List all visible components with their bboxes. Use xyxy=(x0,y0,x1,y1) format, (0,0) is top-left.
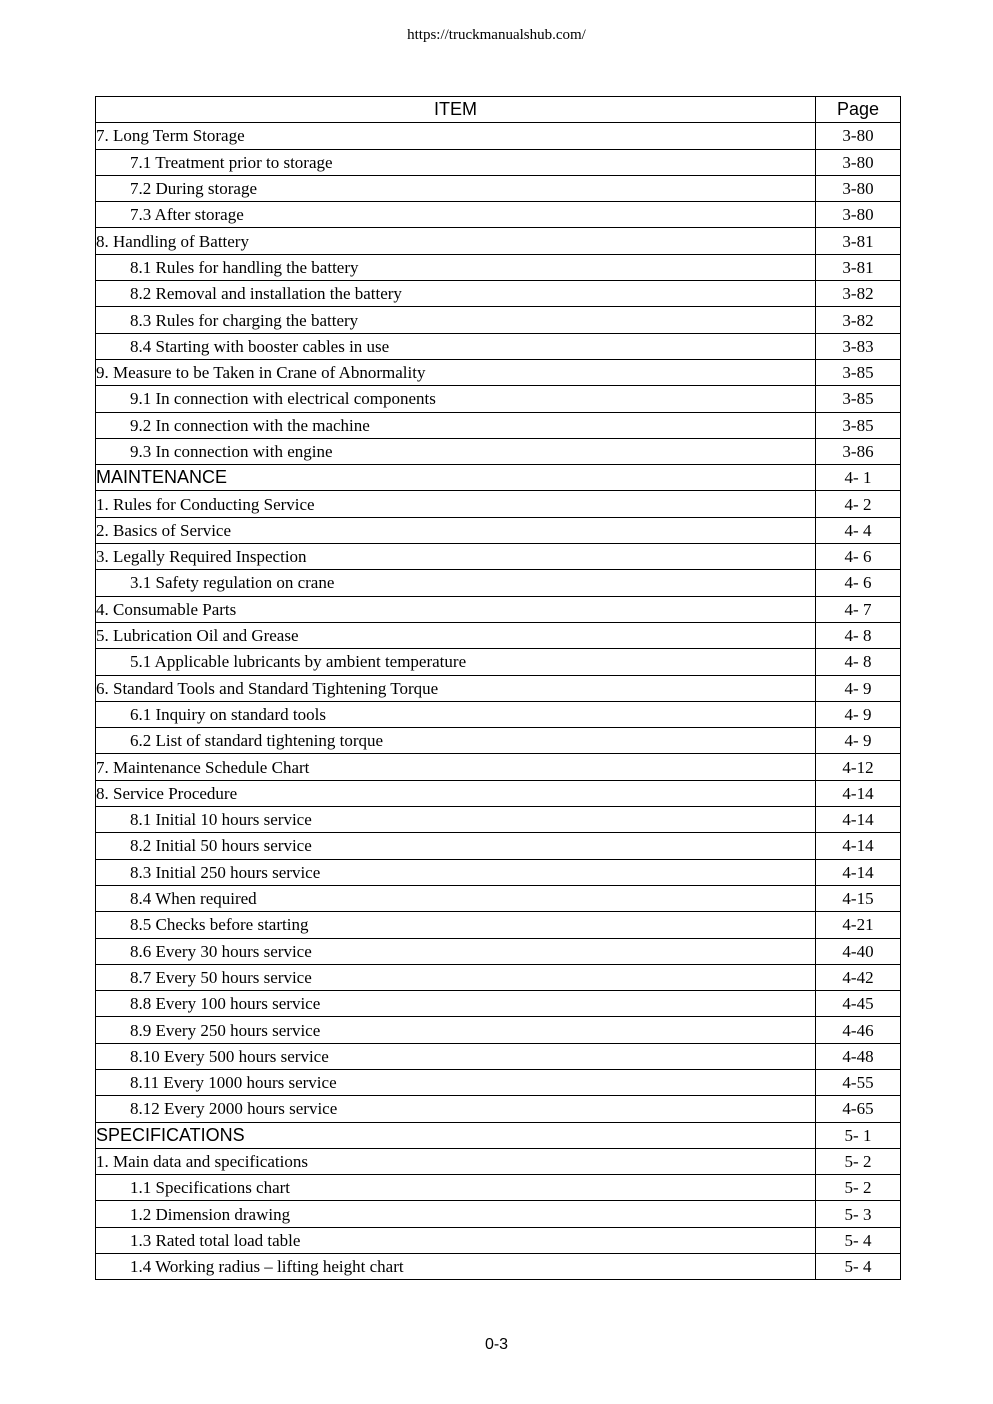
table-row xyxy=(96,1017,901,1043)
table-of-contents xyxy=(95,96,901,1280)
toc-entry-page: 3-86 xyxy=(816,438,901,464)
toc-entry-page: 4-55 xyxy=(816,1069,901,1095)
toc-entry-page: 4-21 xyxy=(816,912,901,938)
table-row xyxy=(96,780,901,806)
toc-entry-title: 8. Service Procedure xyxy=(96,780,816,806)
toc-entry-title: 8.1 Initial 10 hours service xyxy=(96,807,816,833)
item-column-header: ITEM xyxy=(96,97,816,123)
toc-entry-title: 8.5 Checks before starting xyxy=(96,912,816,938)
table-row xyxy=(96,622,901,648)
toc-entry-title: 2. Basics of Service xyxy=(96,517,816,543)
toc-entry-title: 7.1 Treatment prior to storage xyxy=(96,149,816,175)
toc-entry-page: 4-14 xyxy=(816,833,901,859)
toc-entry-page: 3-81 xyxy=(816,254,901,280)
table-row xyxy=(96,544,901,570)
toc-entry-title: 8.8 Every 100 hours service xyxy=(96,991,816,1017)
toc-entry-page: 4- 9 xyxy=(816,728,901,754)
toc-entry-title: 8.4 Starting with booster cables in use xyxy=(96,333,816,359)
toc-entry-page: 4- 8 xyxy=(816,622,901,648)
toc-entry-title: 8.2 Removal and installation the battery xyxy=(96,281,816,307)
table-row xyxy=(96,1043,901,1069)
toc-entry-page: 4-12 xyxy=(816,754,901,780)
toc-entry-title: 6.2 List of standard tightening torque xyxy=(96,728,816,754)
toc-entry-title: 6.1 Inquiry on standard tools xyxy=(96,701,816,727)
toc-entry-page: 3-81 xyxy=(816,228,901,254)
table-row xyxy=(96,465,901,491)
toc-entry-page: 4- 1 xyxy=(816,465,901,491)
table-row xyxy=(96,885,901,911)
table-row xyxy=(96,202,901,228)
toc-entry-title: 9.2 In connection with the machine xyxy=(96,412,816,438)
table-row xyxy=(96,754,901,780)
toc-entry-page: 3-80 xyxy=(816,175,901,201)
toc-entry-title: 7. Long Term Storage xyxy=(96,123,816,149)
toc-entry-title: 7. Maintenance Schedule Chart xyxy=(96,754,816,780)
header-url: https://truckmanualshub.com/ xyxy=(407,27,586,43)
toc-entry-page: 3-85 xyxy=(816,412,901,438)
toc-entry-title: 8.10 Every 500 hours service xyxy=(96,1043,816,1069)
toc-entry-title: 3. Legally Required Inspection xyxy=(96,544,816,570)
section-heading: SPECIFICATIONS xyxy=(96,1122,816,1148)
toc-entry-title: 1.4 Working radius – lifting height chart xyxy=(96,1254,816,1280)
table-row xyxy=(96,596,901,622)
table-row xyxy=(96,728,901,754)
toc-entry-title: 8.1 Rules for handling the battery xyxy=(96,254,816,280)
toc-entry-page: 4-65 xyxy=(816,1096,901,1122)
toc-entry-title: 8.2 Initial 50 hours service xyxy=(96,833,816,859)
table-row xyxy=(96,333,901,359)
toc-entry-page: 4-14 xyxy=(816,859,901,885)
toc-entry-page: 3-80 xyxy=(816,202,901,228)
table-row xyxy=(96,491,901,517)
table-row xyxy=(96,123,901,149)
toc-entry-title: 8.3 Initial 250 hours service xyxy=(96,859,816,885)
toc-entry-page: 4-14 xyxy=(816,780,901,806)
table-row xyxy=(96,412,901,438)
toc-entry-title: 4. Consumable Parts xyxy=(96,596,816,622)
toc-entry-page: 4- 8 xyxy=(816,649,901,675)
toc-entry-page: 4-14 xyxy=(816,807,901,833)
table-row xyxy=(96,359,901,385)
toc-entry-title: 9.1 In connection with electrical components xyxy=(96,386,816,412)
table-row xyxy=(96,307,901,333)
table-row xyxy=(96,859,901,885)
toc-entry-title: 5. Lubrication Oil and Grease xyxy=(96,622,816,648)
toc-entry-title: 8.4 When required xyxy=(96,885,816,911)
table-row xyxy=(96,1175,901,1201)
table-row xyxy=(96,938,901,964)
toc-entry-title: 3.1 Safety regulation on crane xyxy=(96,570,816,596)
toc-entry-page: 5- 1 xyxy=(816,1122,901,1148)
toc-entry-title: 1. Rules for Conducting Service xyxy=(96,491,816,517)
table-row xyxy=(96,649,901,675)
toc-entry-page: 3-82 xyxy=(816,307,901,333)
toc-entry-page: 4- 6 xyxy=(816,570,901,596)
toc-entry-page: 5- 4 xyxy=(816,1227,901,1253)
toc-entry-page: 3-85 xyxy=(816,359,901,385)
page-column-header: Page xyxy=(816,97,901,123)
table-row xyxy=(96,701,901,727)
table-row xyxy=(96,438,901,464)
table-row xyxy=(96,570,901,596)
table-row xyxy=(96,912,901,938)
toc-entry-page: 4-45 xyxy=(816,991,901,1017)
table-row xyxy=(96,807,901,833)
section-heading: MAINTENANCE xyxy=(96,465,816,491)
toc-entry-page: 4-15 xyxy=(816,885,901,911)
toc-entry-page: 5- 3 xyxy=(816,1201,901,1227)
table-row xyxy=(96,1096,901,1122)
toc-entry-title: 7.2 During storage xyxy=(96,175,816,201)
toc-entry-title: 7.3 After storage xyxy=(96,202,816,228)
table-row xyxy=(96,149,901,175)
toc-entry-page: 4- 4 xyxy=(816,517,901,543)
toc-entry-page: 4-48 xyxy=(816,1043,901,1069)
toc-entry-page: 3-80 xyxy=(816,149,901,175)
table-row xyxy=(96,964,901,990)
toc-entry-page: 4-42 xyxy=(816,964,901,990)
table-row xyxy=(96,1148,901,1174)
toc-entry-page: 5- 2 xyxy=(816,1148,901,1174)
table-row xyxy=(96,991,901,1017)
toc-entry-page: 5- 2 xyxy=(816,1175,901,1201)
table-header-row xyxy=(96,97,901,123)
toc-entry-title: 8.9 Every 250 hours service xyxy=(96,1017,816,1043)
table-row xyxy=(96,1069,901,1095)
toc-entry-page: 4-46 xyxy=(816,1017,901,1043)
toc-entry-title: 8. Handling of Battery xyxy=(96,228,816,254)
table-row xyxy=(96,1254,901,1280)
toc-entry-page: 4- 9 xyxy=(816,675,901,701)
toc-entry-title: 1.1 Specifications chart xyxy=(96,1175,816,1201)
toc-entry-title: 1.2 Dimension drawing xyxy=(96,1201,816,1227)
toc-entry-title: 1. Main data and specifications xyxy=(96,1148,816,1174)
toc-entry-title: 5.1 Applicable lubricants by ambient temperature xyxy=(96,649,816,675)
toc-entry-title: 9. Measure to be Taken in Crane of Abnormality xyxy=(96,359,816,385)
table-row xyxy=(96,281,901,307)
toc-entry-title: 8.7 Every 50 hours service xyxy=(96,964,816,990)
toc-entry-page: 4- 9 xyxy=(816,701,901,727)
toc-entry-page: 4- 2 xyxy=(816,491,901,517)
toc-entry-title: 8.6 Every 30 hours service xyxy=(96,938,816,964)
table-row xyxy=(96,1122,901,1148)
toc-entry-page: 3-83 xyxy=(816,333,901,359)
table-row xyxy=(96,517,901,543)
table-row xyxy=(96,254,901,280)
table-row xyxy=(96,1201,901,1227)
toc-entry-page: 4-40 xyxy=(816,938,901,964)
toc-entry-page: 3-85 xyxy=(816,386,901,412)
table-row xyxy=(96,833,901,859)
toc-entry-page: 4- 7 xyxy=(816,596,901,622)
toc-entry-title: 1.3 Rated total load table xyxy=(96,1227,816,1253)
toc-entry-page: 4- 6 xyxy=(816,544,901,570)
table-row xyxy=(96,175,901,201)
page-number: 0-3 xyxy=(484,1336,509,1353)
toc-entry-title: 6. Standard Tools and Standard Tightening Torque xyxy=(96,675,816,701)
toc-entry-page: 3-80 xyxy=(816,123,901,149)
table-row xyxy=(96,675,901,701)
toc-entry-page: 5- 4 xyxy=(816,1254,901,1280)
table-row xyxy=(96,386,901,412)
table-row xyxy=(96,1227,901,1253)
toc-entry-title: 8.12 Every 2000 hours service xyxy=(96,1096,816,1122)
toc-entry-title: 8.11 Every 1000 hours service xyxy=(96,1069,816,1095)
toc-entry-title: 9.3 In connection with engine xyxy=(96,438,816,464)
table-row xyxy=(96,228,901,254)
table-body xyxy=(96,123,901,1280)
toc-entry-title: 8.3 Rules for charging the battery xyxy=(96,307,816,333)
toc-entry-page: 3-82 xyxy=(816,281,901,307)
